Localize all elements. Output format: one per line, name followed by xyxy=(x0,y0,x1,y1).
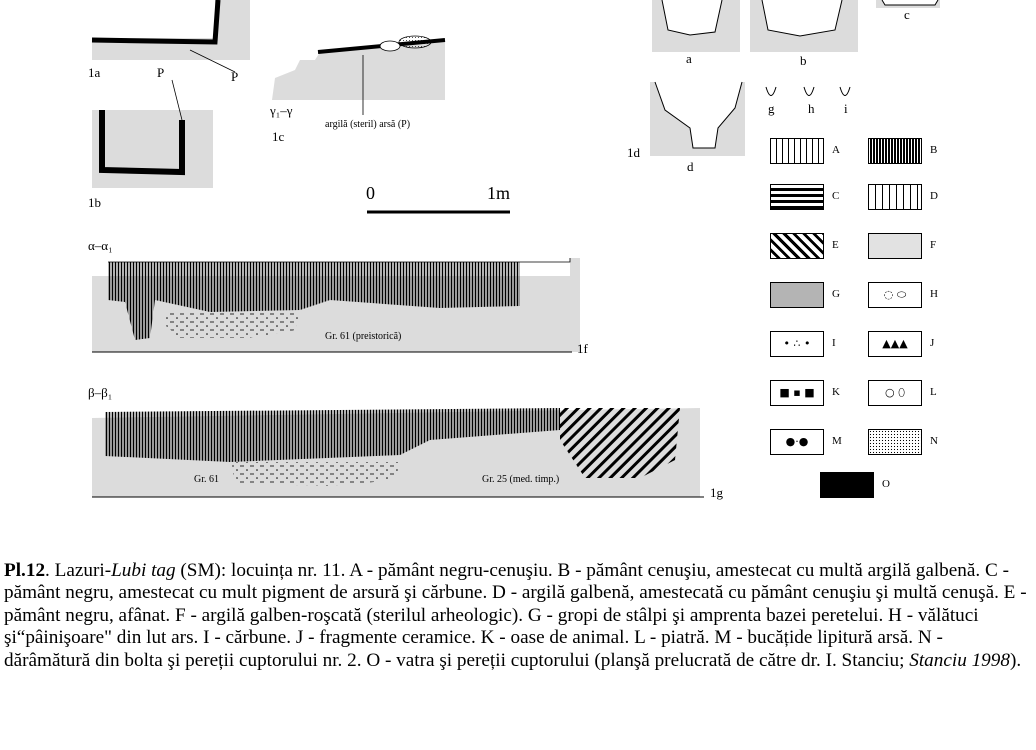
legend-letter-i: I xyxy=(832,337,836,349)
legend-swatch-d xyxy=(868,184,922,210)
legend-swatch-h: ◌ ⬭ xyxy=(868,282,922,308)
label-gr61: Gr. 61 xyxy=(194,474,219,485)
legend-swatch-j: ▲▲▲ xyxy=(868,331,922,357)
label-1a: 1a xyxy=(88,65,101,80)
label-gr61p: Gr. 61 (preistorică) xyxy=(325,331,402,342)
legend-letter-h: H xyxy=(930,288,938,300)
label-p2: P xyxy=(231,69,239,84)
label-1b: 1b xyxy=(88,195,101,210)
legend-swatch-f xyxy=(868,233,922,259)
legend-letter-o: O xyxy=(882,478,890,490)
section-1g xyxy=(92,408,704,497)
legend-swatch-e xyxy=(770,233,824,259)
label-alpha: α–α₁ xyxy=(88,238,113,253)
pit-d xyxy=(650,82,745,156)
legend-letter-k: K xyxy=(832,386,840,398)
label-h: h xyxy=(808,101,815,116)
scale-start: 0 xyxy=(366,183,375,203)
legend-letter-b: B xyxy=(930,144,938,156)
caption-reference: Stanciu 1998 xyxy=(909,649,1010,671)
scale-end: 1m xyxy=(487,183,511,203)
legend-letter-d: D xyxy=(930,190,938,202)
legend-letter-m: M xyxy=(832,435,842,447)
label-1c: 1c xyxy=(272,129,285,144)
legend-swatch-a xyxy=(770,138,824,164)
label-d: d xyxy=(687,159,694,174)
label-g: g xyxy=(768,101,775,116)
small-pits xyxy=(766,87,850,96)
legend-swatch-b xyxy=(868,138,922,164)
legend-letter-c: C xyxy=(832,190,840,202)
plate-caption xyxy=(4,560,1034,672)
label-i: i xyxy=(844,101,848,116)
legend-swatch-l: ○ ⬯ xyxy=(868,380,922,406)
legend-letter-j: J xyxy=(930,337,935,349)
legend-letter-e: E xyxy=(832,239,839,251)
label-p1: P xyxy=(157,65,165,80)
legend-letter-f: F xyxy=(930,239,937,251)
legend-swatch-i: • ∴ • xyxy=(770,331,824,357)
caption-end: ). xyxy=(1009,649,1022,671)
label-a: a xyxy=(686,51,692,66)
legend-letter-g: G xyxy=(832,288,840,300)
caption-site-name: Lubi tag xyxy=(111,560,176,581)
profile-1c xyxy=(272,36,445,115)
label-1d: 1d xyxy=(627,145,640,160)
legend-swatch-g xyxy=(770,282,824,308)
legend-swatch-k: ■ ▪ ■ xyxy=(770,380,824,406)
legend-swatch-o xyxy=(820,472,874,498)
caption-plate-label: Pl.12 xyxy=(4,560,46,581)
legend-swatch-c xyxy=(770,184,824,210)
legend-swatch-m: ●·● xyxy=(770,429,824,455)
label-1f: 1f xyxy=(577,341,588,356)
caption-site-prefix: . Lazuri- xyxy=(45,560,112,581)
label-c: c xyxy=(904,7,910,22)
label-clay: argilă (steril) arsă (P) xyxy=(325,119,411,130)
legend-letter-a: A xyxy=(832,144,840,156)
legend-letter-n: N xyxy=(930,435,938,447)
profile-1b xyxy=(92,80,213,188)
legend-swatch-n xyxy=(868,429,922,455)
label-1g: 1g xyxy=(710,485,723,500)
label-beta: β–β₁ xyxy=(88,385,113,400)
label-gr25: Gr. 25 (med. timp.) xyxy=(482,474,560,485)
caption-body: (SM): locuința nr. 11. A - pământ negru-cenuşiu. B - pământ cenuşiu, amestecat cu multă argilă galbenă. C - pământ negru, amestecat cu mult pigment de arsură şi cărbune. D - argilă galbenă, amestecată cu pământ cenuşiu şi multă cenuşă. E - pământ negru, afânat. F - argilă galben-roşcată (sterilul arheologic). G - gropi de stâlpi şi amprenta bazei peretelui. H - vălătuci şi“pâinişoare" din lut ars. I - cărbune. J - fragmente ceramice. K - oase de animal. L - piatră. M - bucățide lipitură arsă. N - dărâmătură din bolta şi pereții cuptorului nr. 2. O - vatra şi pereții cuptorului (planşă prelucrată de către dr. I. Stanciu; xyxy=(4,560,1027,671)
label-gamma: γ₁–γ xyxy=(270,103,293,118)
pits-abc xyxy=(652,0,940,52)
label-b: b xyxy=(800,53,807,68)
profile-1a xyxy=(92,0,250,72)
legend-letter-l: L xyxy=(930,386,937,398)
